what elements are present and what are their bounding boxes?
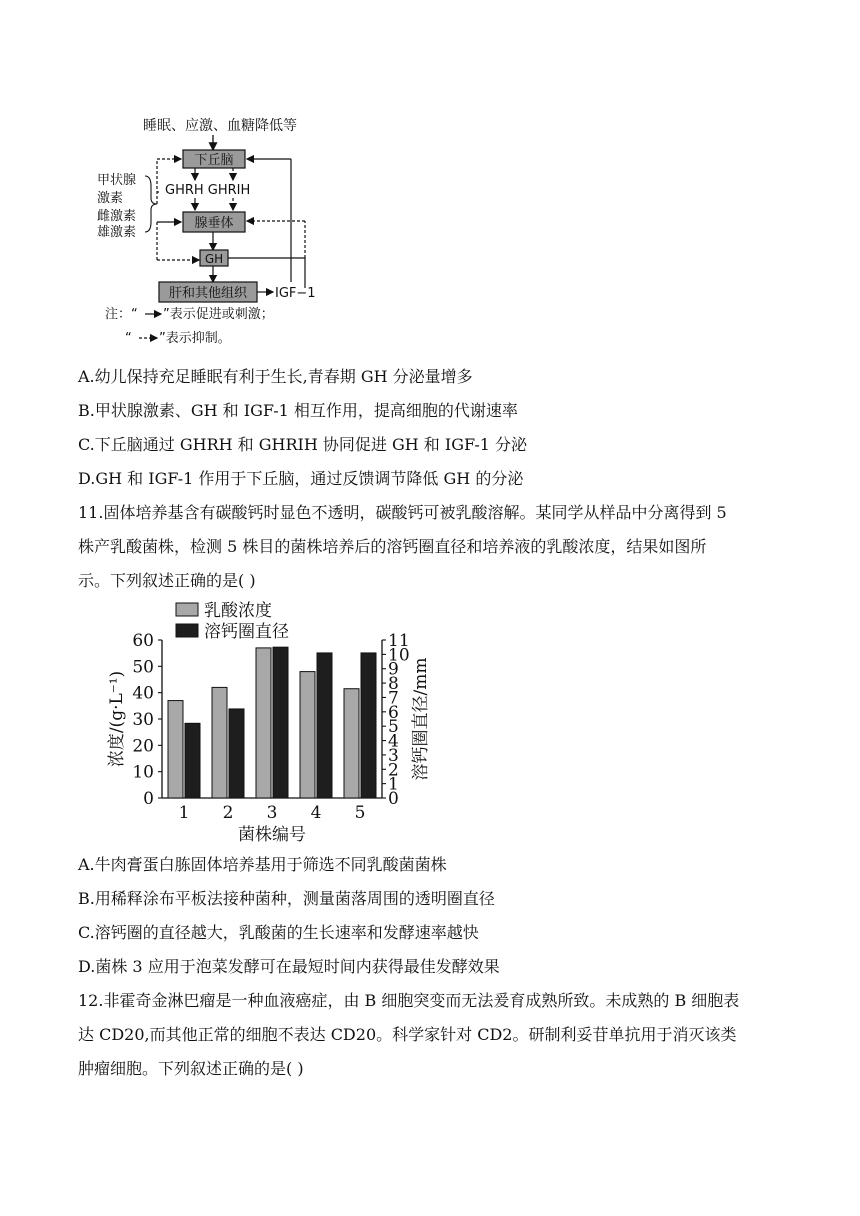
bar-calcium-circle-diameter xyxy=(273,647,288,798)
bar-lactic-concentration xyxy=(168,701,183,798)
q10-option-a: A.幼儿保持充足睡眠有利于生长,青春期 GH 分泌量增多 xyxy=(78,367,473,386)
diagram-top-input: 睡眠、应激、血糖降低等 xyxy=(143,118,297,134)
bar-calcium-circle-diameter xyxy=(185,723,200,798)
left-axis-label: 浓度/(g·L⁻¹) xyxy=(107,670,127,768)
right-tick-label: 6 xyxy=(388,702,399,723)
right-tick-label: 2 xyxy=(388,760,399,781)
side-hormone-3: 雌激素 xyxy=(97,209,137,224)
left-tick-label: 60 xyxy=(132,631,154,651)
bar-lactic-concentration xyxy=(344,689,359,798)
side-hormone-2: 激素 xyxy=(97,191,124,206)
q10-option-c: C.下丘脑通过 GHRH 和 GHRIH 协同促进 GH 和 IGF-1 分泌 xyxy=(78,435,528,454)
left-tick-label: 50 xyxy=(132,657,154,678)
note-1-suffix: ”表示促进或刺激； xyxy=(163,307,274,322)
q11-option-c: C.溶钙圈的直径越大，乳酸菌的生长速率和发酵速率越快 xyxy=(78,923,479,942)
q11-stem-line-1: 11.固体培养基含有碳酸钙时显色不透明，碳酸钙可被乳酸溶解。某同学从样品中分离得到 5 xyxy=(78,503,727,522)
right-tick-label: 8 xyxy=(388,674,399,695)
right-axis-label: 溶钙圈直径/mm xyxy=(411,657,431,781)
left-tick-label: 20 xyxy=(132,736,154,757)
right-tick-label: 9 xyxy=(388,659,399,680)
q12-stem-line-3: 肿瘤细胞。下列叙述正确的是( ) xyxy=(78,1059,304,1078)
bar-calcium-circle-diameter xyxy=(229,709,244,798)
left-tick-label: 0 xyxy=(143,789,154,809)
q11-stem-line-3: 示。下列叙述正确的是( ) xyxy=(78,571,256,590)
gh-label: GH xyxy=(204,252,224,266)
liver-label: 肝和其他组织 xyxy=(168,286,248,301)
side-hormone-4: 雄激素 xyxy=(97,225,137,240)
x-tick-label: 5 xyxy=(354,803,366,823)
gh-regulation-diagram xyxy=(95,110,335,350)
bar-calcium-circle-diameter xyxy=(317,653,332,798)
note-2-suffix: ”表示抑制。 xyxy=(159,331,231,346)
q11-option-d: D.菌株 3 应用于泡菜发酵可在最短时间内获得最佳发酵效果 xyxy=(78,957,500,976)
bar-lactic-concentration xyxy=(212,687,227,798)
left-tick-label: 30 xyxy=(132,710,154,730)
q11-option-b: B.用稀释涂布平板法接种菌种，测量菌落周围的透明圈直径 xyxy=(78,889,495,908)
side-hormone-1: 甲状腺 xyxy=(97,173,137,188)
right-tick-label: 4 xyxy=(388,731,399,752)
right-tick-label: 3 xyxy=(388,745,399,766)
legend-label: 溶钙圈直径 xyxy=(204,622,289,642)
right-tick-label: 0 xyxy=(388,789,399,809)
legend-swatch xyxy=(176,624,198,637)
right-tick-label: 1 xyxy=(388,774,399,795)
right-tick-label: 5 xyxy=(388,717,399,738)
pituitary-label: 腺垂体 xyxy=(194,216,234,231)
bar-lactic-concentration xyxy=(256,648,271,798)
hypothalamus-label: 下丘脑 xyxy=(194,153,234,168)
x-tick-label: 3 xyxy=(266,803,278,823)
q10-option-d: D.GH 和 IGF-1 作用于下丘脑，通过反馈调节降低 GH 的分泌 xyxy=(78,469,524,488)
right-tick-label: 11 xyxy=(388,631,410,651)
q12-stem-line-2: 达 CD20,而其他正常的细胞不表达 CD20。科学家针对 CD2。研制利妥苷单抗用于消灭该类 xyxy=(78,1025,737,1044)
igf-label: IGF−1 xyxy=(275,286,316,301)
bar-lactic-concentration xyxy=(300,672,315,798)
q10-option-b: B.甲状腺激素、GH 和 IGF-1 相互作用，提高细胞的代谢速率 xyxy=(78,401,518,420)
q11-option-a: A.牛肉膏蛋白胨固体培养基用于筛选不同乳酸菌菌株 xyxy=(78,855,447,874)
left-tick-label: 10 xyxy=(132,762,154,783)
right-tick-label: 10 xyxy=(388,645,410,666)
q11-stem-line-2: 株产乳酸菌株，检测 5 株目的菌株培养后的溶钙圈直径和培养液的乳酸浓度，结果如图所 xyxy=(78,537,707,556)
note-2-prefix: “ xyxy=(125,331,132,346)
left-tick-label: 40 xyxy=(132,683,154,704)
note-1-prefix: 注：“ xyxy=(105,307,138,322)
q12-stem-line-1: 12.非霍奇金淋巴瘤是一种血液癌症，由 B 细胞突变而无法爰育成熟所致。未成熟的 B 细胞表 xyxy=(78,991,740,1010)
lactic-acid-bar-chart xyxy=(100,595,440,845)
bar-calcium-circle-diameter xyxy=(361,653,376,798)
ghrh-ghrih-label: GHRH GHRIH xyxy=(165,183,251,198)
right-tick-label: 7 xyxy=(388,688,399,709)
legend-swatch xyxy=(176,603,198,616)
x-tick-label: 2 xyxy=(222,803,234,823)
x-axis-label: 菌株编号 xyxy=(238,825,306,845)
x-tick-label: 1 xyxy=(178,803,190,823)
legend-label: 乳酸浓度 xyxy=(204,601,272,621)
x-tick-label: 4 xyxy=(310,803,322,823)
